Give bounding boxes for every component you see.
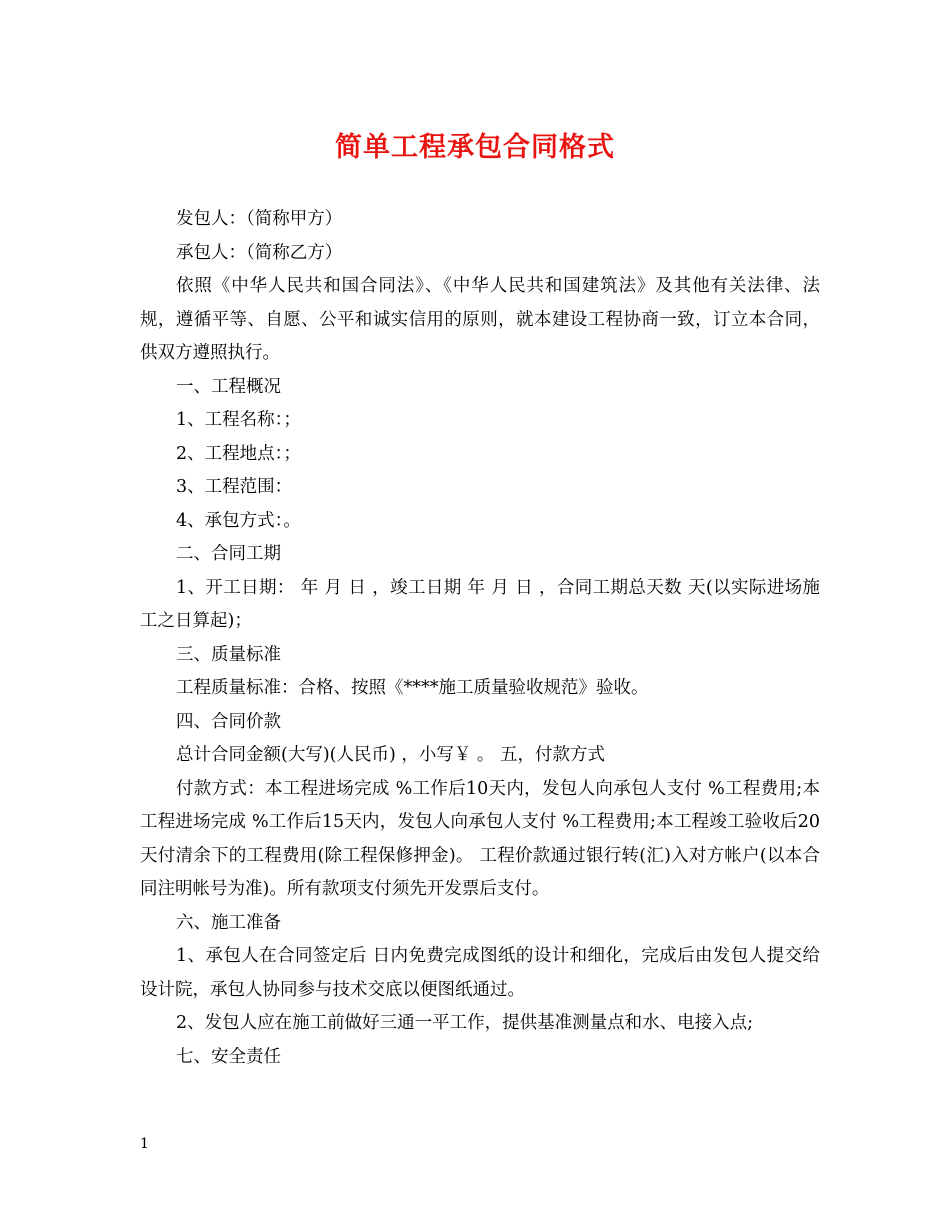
paragraph-employer: 发包人：（简称甲方） xyxy=(176,209,343,229)
paragraph-project-location: 2、工程地点：； xyxy=(176,443,301,464)
section-heading-contract-price: 四、合同价款 xyxy=(176,711,281,732)
section-heading-construction-prep: 六、施工准备 xyxy=(176,912,281,933)
paragraph-contract-amount: 总计合同金额(大写)(人民币) ，小写￥ 。 五，付款方式 xyxy=(176,745,605,765)
paragraph-prep-item-2: 2、发包人应在施工前做好三通一平工作，提供基准测量点和水、电接入点; xyxy=(176,1013,754,1033)
document-title: 简单工程承包合同格式 xyxy=(335,132,615,163)
section-heading-quality-standard: 三、质量标准 xyxy=(176,644,281,665)
document-body xyxy=(140,203,820,1074)
paragraph-project-scope: 3、工程范围： xyxy=(176,477,293,497)
page-number: 1 xyxy=(140,1136,149,1152)
paragraph-contract-mode: 4、承包方式：。 xyxy=(176,510,301,531)
paragraph-preamble: 依照《中华人民共和国合同法》、《中华人民共和国建筑法》及其他有关法律、法规，遵循平等、自愿、公平和诚实信用的原则，就本建设工程协商一致，订立本合同，供双方遵照执行。 xyxy=(140,276,820,363)
paragraph-quality-standard: 工程质量标准：合格、按照《****施工质量验收规范》验收。 xyxy=(176,678,649,698)
paragraph-prep-item-1: 1、承包人在合同签定后 日内免费完成图纸的设计和细化，完成后由发包人提交给设计院，承包人协同参与技术交底以便图纸通过。 xyxy=(140,946,820,1000)
paragraph-payment-terms: 付款方式：本工程进场完成 %工作后10天内，发包人向承包人支付 %工程费用;本工程进场完成 %工作后15天内，发包人向承包人支付 %工程费用;本工程竣工验收后20天付清余下的工程费用(除工程保修押金)。 工程价款通过银行转(汇)入对方帐户(以本合同注明帐号为准)。所有款项支付须先开发票后支付。 xyxy=(140,778,820,899)
paragraph-dates: 1、开工日期： 年 月 日 ，竣工日期 年 月 日 ，合同工期总天数 天(以实际进场施工之日算起)； xyxy=(140,577,820,631)
paragraph-project-name: 1、工程名称：； xyxy=(176,410,301,430)
section-heading-project-overview: 一、工程概况 xyxy=(176,376,281,397)
section-heading-safety: 七、安全责任 xyxy=(176,1046,281,1067)
section-heading-contract-period: 二、合同工期 xyxy=(176,544,281,564)
paragraph-contractor: 承包人：（简称乙方） xyxy=(176,242,343,263)
